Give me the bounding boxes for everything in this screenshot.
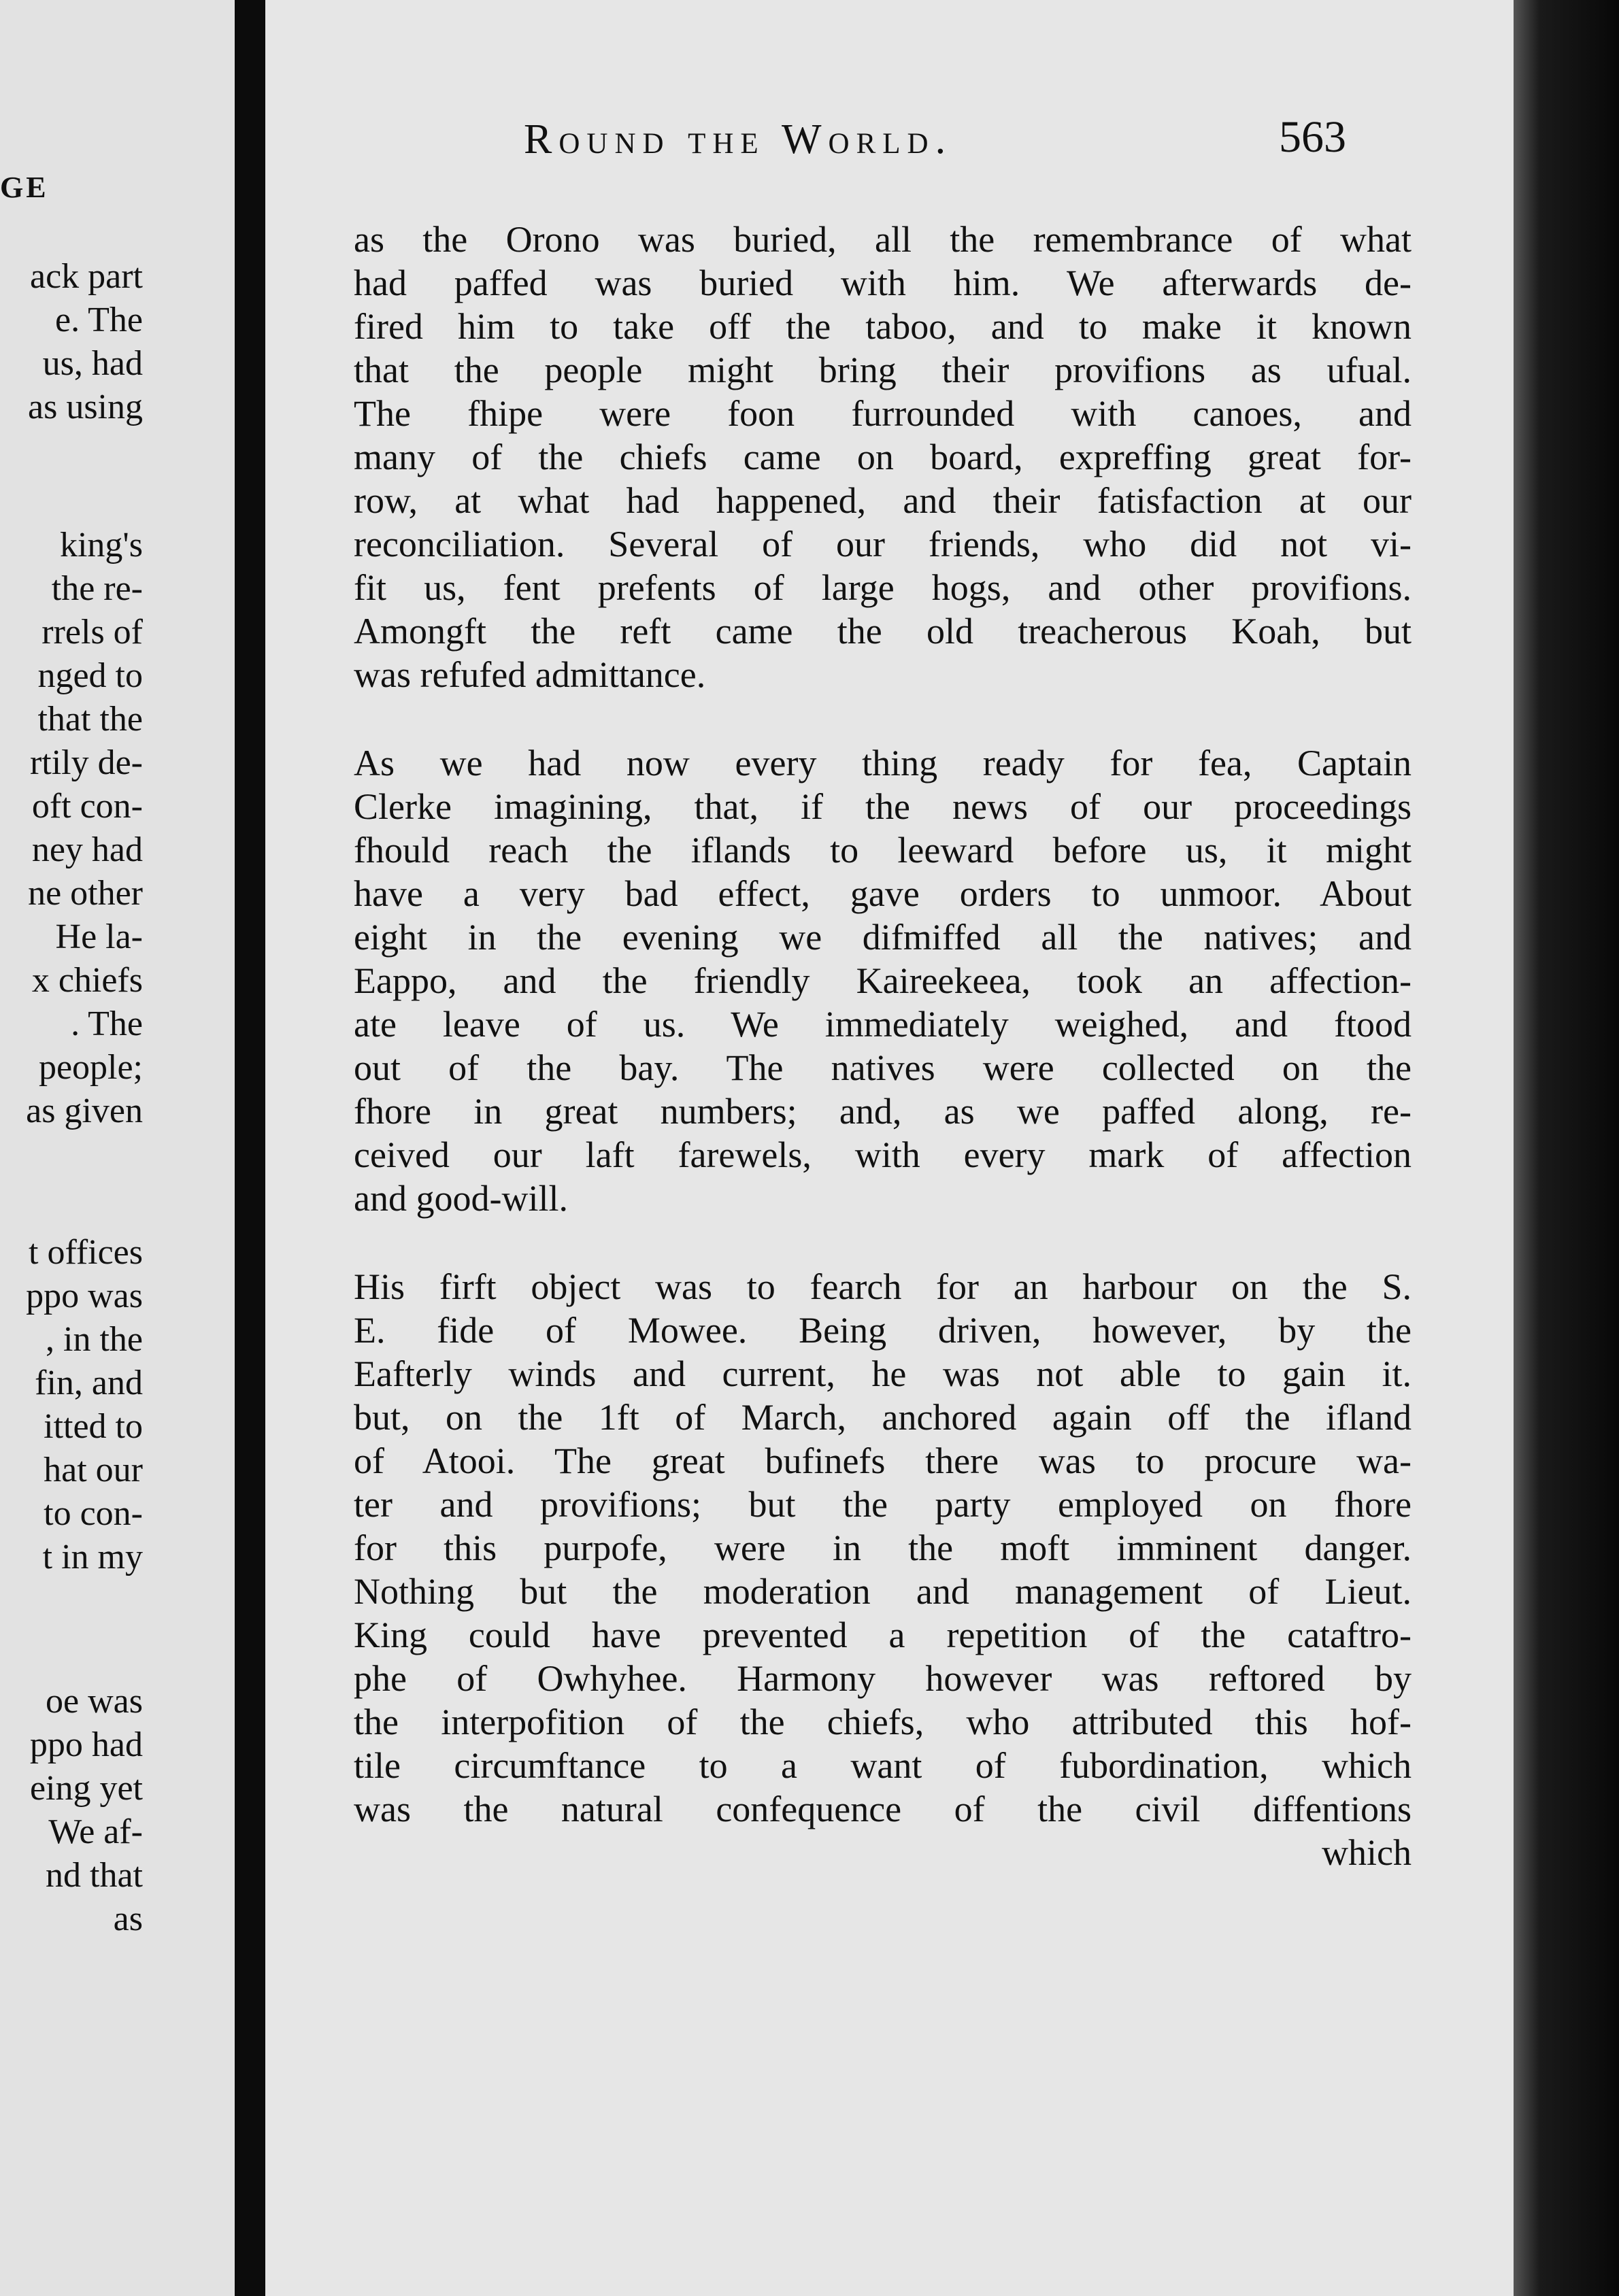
text-line: His firft object was to fearch for an harbour on the S.: [354, 1266, 1412, 1307]
catchword: which: [1322, 1832, 1412, 1873]
left-text-line: He la-: [55, 917, 143, 956]
left-text-line: , in the: [46, 1320, 143, 1359]
text-line: Nothing but the moderation and management of Lieut.: [354, 1571, 1412, 1612]
paragraph: [354, 1265, 1412, 1874]
text-line: was the natural confequence of the civil diffentions: [354, 1789, 1412, 1829]
left-text-line: ppo had: [29, 1725, 143, 1764]
main-page: [265, 0, 1514, 2296]
left-text-line: that the: [37, 700, 143, 739]
left-text-line: t offices: [29, 1233, 143, 1272]
left-text-line: the re-: [51, 569, 143, 608]
text-line: ate leave of us. We immediately weighed, and ftood: [354, 1004, 1412, 1045]
left-text-line: as: [113, 1900, 143, 1938]
left-text-line: eing yet: [29, 1769, 143, 1808]
text-line: fhore in great numbers; and, as we paffed along, re-: [354, 1091, 1412, 1132]
left-text-line: as using: [28, 388, 143, 426]
paragraph: [354, 218, 1412, 696]
text-line: reconciliation. Several of our friends, who did not vi-: [354, 524, 1412, 564]
text-line: The fhipe were foon furrounded with canoes, and: [354, 393, 1412, 434]
left-text-line: ppo was: [26, 1277, 143, 1315]
text-line: ceived our laft farewels, with every mark of affection: [354, 1134, 1412, 1175]
left-text-line: rrels of: [41, 613, 143, 652]
text-line: E. fide of Mowee. Being driven, however, by the: [354, 1310, 1412, 1351]
text-line: phe of Owhyhee. Harmony however was reftored by: [354, 1658, 1412, 1699]
text-line: eight in the evening we difmiffed all the natives; and: [354, 917, 1412, 958]
page-number: 563: [1279, 112, 1346, 162]
left-text-line: ne other: [28, 874, 143, 913]
running-head: Round the World.: [524, 116, 953, 163]
text-line: was refufed admittance.: [354, 654, 706, 695]
left-text-line: t in my: [42, 1538, 143, 1576]
text-line: and good-will.: [354, 1178, 568, 1219]
left-text-line: x chiefs: [31, 961, 143, 1000]
text-line: King could have prevented a repetition of the cataftro-: [354, 1615, 1412, 1655]
left-text-line: We af-: [48, 1812, 143, 1851]
text-line: for this purpofe, were in the moft imminent danger.: [354, 1527, 1412, 1568]
left-text-line: people;: [38, 1048, 143, 1087]
text-line: fit us, fent prefents of large hogs, and other provifions.: [354, 567, 1412, 608]
text-line: the interpofition of the chiefs, who attributed this hof-: [354, 1702, 1412, 1742]
text-line: of Atooi. The great bufinefs there was to procure wa-: [354, 1440, 1412, 1481]
text-line: As we had now every thing ready for fea, Captain: [354, 743, 1412, 783]
text-line: Eappo, and the friendly Kaireekeea, took an affection-: [354, 960, 1412, 1001]
left-page-fragment: [0, 0, 235, 2296]
left-text-line: oe was: [46, 1682, 143, 1721]
paragraph: [354, 741, 1412, 1220]
left-text-line: fin, and: [35, 1364, 143, 1402]
text-line: fired him to take off the taboo, and to make it known: [354, 306, 1412, 347]
left-text-line: ack part: [29, 257, 143, 296]
text-line: but, on the 1ft of March, anchored again off the ifland: [354, 1397, 1412, 1438]
left-text-line: e. The: [55, 301, 143, 339]
text-line: fhould reach the iflands to leeward before us, it might: [354, 830, 1412, 871]
text-line: out of the bay. The natives were collected on the: [354, 1047, 1412, 1088]
left-text-line: itted to: [44, 1407, 143, 1446]
left-text-line: nged to: [37, 656, 143, 695]
text-line: Clerke imagining, that, if the news of our proceedings: [354, 786, 1412, 827]
text-line: Eafterly winds and current, he was not able to gain it.: [354, 1353, 1412, 1394]
page-edge-shadow: [1514, 0, 1619, 2296]
body-text: [354, 218, 1412, 1874]
left-text-line: . The: [71, 1004, 143, 1043]
text-line: many of the chiefs came on board, expreffing great for-: [354, 437, 1412, 477]
book-gutter: [235, 0, 265, 2296]
text-line: tile circumftance to a want of fubordination, which: [354, 1745, 1412, 1786]
left-text-line: to con-: [44, 1494, 143, 1533]
left-text-line: ney had: [31, 830, 143, 869]
left-text-line: nd that: [46, 1856, 143, 1895]
left-text-line: oft con-: [31, 787, 143, 826]
text-line: had paffed was buried with him. We afterwards de-: [354, 263, 1412, 303]
text-line: ter and provifions; but the party employed on fhore: [354, 1484, 1412, 1525]
text-line: Amongft the reft came the old treacherous Koah, but: [354, 611, 1412, 652]
left-text-line: hat our: [44, 1451, 143, 1489]
text-line: as the Orono was buried, all the remembrance of what: [354, 219, 1412, 260]
text-line: that the people might bring their provifions as ufual.: [354, 350, 1412, 390]
text-line: have a very bad effect, gave orders to unmoor. About: [354, 873, 1412, 914]
text-line: row, at what had happened, and their fatisfaction at our: [354, 480, 1412, 521]
left-running-head-fragment: GE: [0, 171, 49, 204]
left-text-line: rtily de-: [29, 743, 143, 782]
left-text-line: king's: [59, 526, 143, 564]
left-text-line: us, had: [42, 344, 143, 383]
left-text-line: as given: [26, 1092, 143, 1130]
